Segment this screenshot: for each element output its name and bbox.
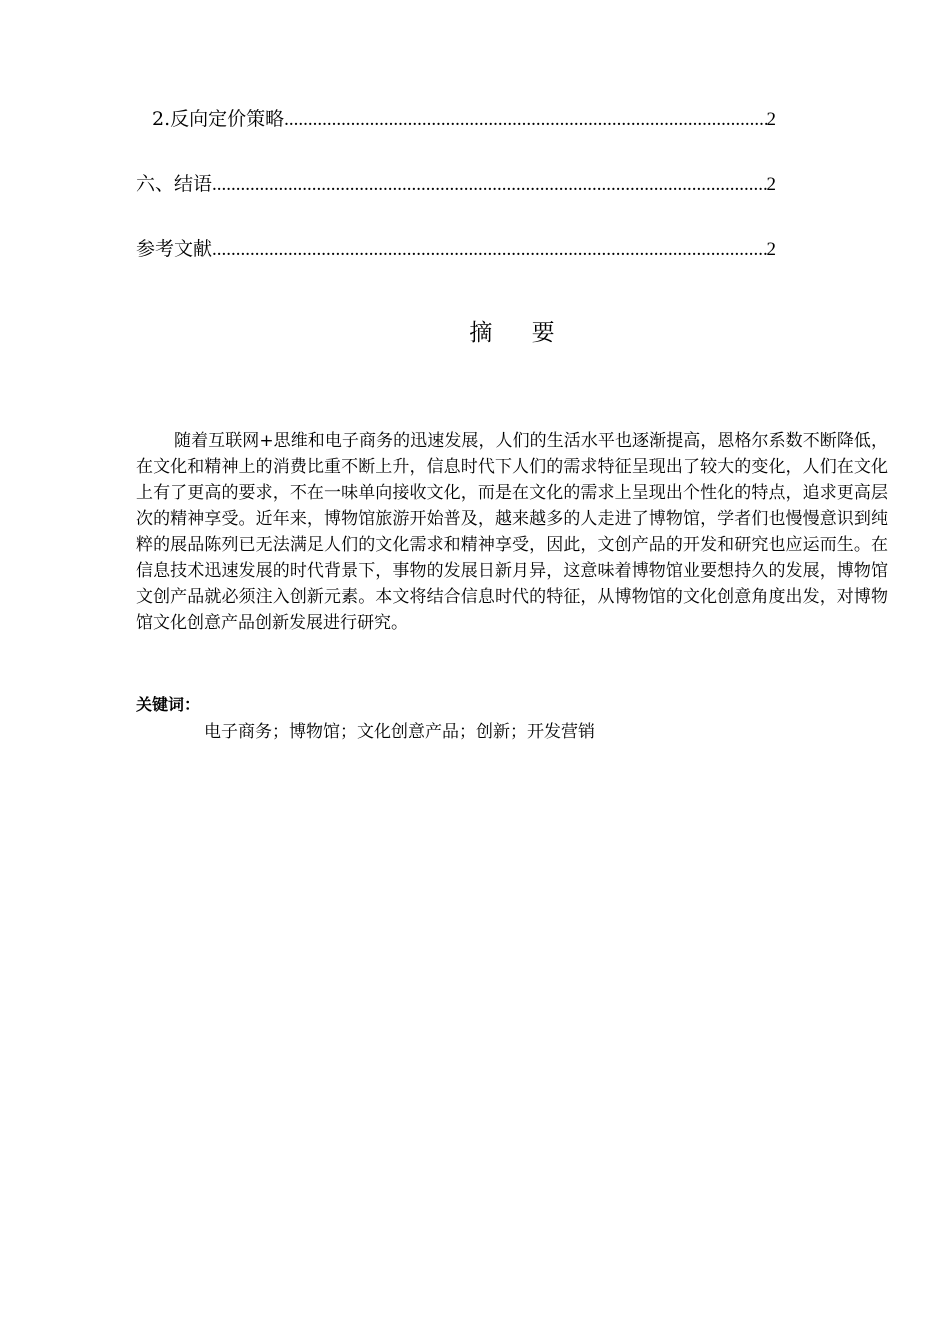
abstract-title: 摘 要: [469, 320, 557, 346]
keywords-label: 关键词：: [136, 695, 201, 714]
toc-entry-references[interactable]: [136, 236, 776, 262]
toc-entry-conclusion[interactable]: [136, 171, 776, 197]
toc-entry-label: 参考文献: [136, 238, 213, 260]
toc-entry-label: 2.反向定价策略: [152, 108, 285, 130]
toc-entry-reverse-pricing[interactable]: [152, 106, 776, 132]
keywords-list: 电子商务；博物馆；文化创意产品；创新；开发营销: [204, 722, 595, 742]
toc-entry-page-number: 2: [766, 239, 776, 260]
toc-entry-page-number: 2: [766, 174, 776, 195]
toc-dot-leader: [212, 172, 766, 197]
abstract-paragraph: 随着互联网+思维和电子商务的迅速发展，人们的生活水平也逐渐提高，恩格尔系数不断降低，在文化和精神上的消费比重不断上升，信息时代下人们的需求特征呈现出了较大的变化，人们在文化上有了更高的要求，不在一味单向接收文化，而是在文化的需求上呈现出个性化的特点，追求更高层次的精神享受。近年来，博物馆旅游开始普及，越来越多的人走进了博物馆，学者们也慢慢意识到纯粹的展品陈列已无法满足人们的文化需求和精神享受，因此，文创产品的开发和研究也应运而生。在信息技术迅速发展的时代背景下，事物的发展日新月异，这意味着博物馆业要想持久的发展，博物馆文创产品就必须注入创新元素。本文将结合信息时代的特征，从博物馆的文化创意角度出发，对博物馆文化创意产品创新发展进行研究。: [136, 431, 888, 633]
toc-entry-page-number: 2: [766, 109, 776, 130]
toc-entry-label: 六、结语: [136, 173, 213, 195]
toc-dot-leader: [212, 237, 766, 262]
toc-dot-leader: [284, 107, 766, 132]
